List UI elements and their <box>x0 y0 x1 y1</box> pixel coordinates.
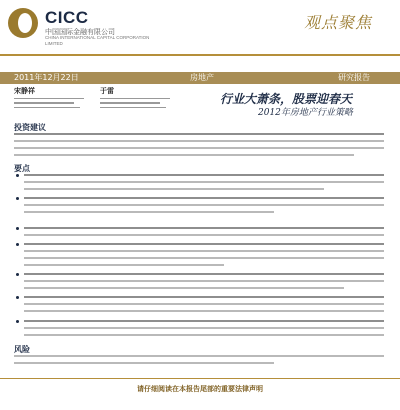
report-subtitle: 2012年房地产行业策略 <box>258 108 353 118</box>
series-title: 观点聚焦 <box>304 13 373 32</box>
analyst-name: 宋静祥 <box>14 87 35 95</box>
analyst-contact <box>100 107 166 108</box>
analyst-contact <box>100 102 160 103</box>
analyst-contact <box>100 98 170 99</box>
analyst-contact <box>14 107 80 108</box>
brand-name: CICC <box>45 8 89 27</box>
analyst-1 <box>14 88 84 108</box>
analyst-name: 于雷 <box>100 87 114 95</box>
section-heading-points: 要点 <box>14 164 30 173</box>
section-heading-summary: 投资建议 <box>14 123 46 132</box>
legal-footer: 请仔细阅读在本报告尾部的重要法律声明 <box>137 385 263 393</box>
cicc-logo <box>8 8 38 38</box>
report-date: 2011年12月22日 <box>14 73 79 82</box>
report-title: 行业大萧条，股票迎春天 <box>220 92 353 106</box>
analyst-2 <box>100 88 170 108</box>
brand-name-cn: 中国国际金融有限公司 <box>45 29 115 36</box>
report-sector: 房地产 <box>190 73 214 82</box>
brand-name-en: CHINA INTERNATIONAL CAPITAL CORPORATION LIMITED <box>45 35 150 46</box>
report-type: 研究报告 <box>338 73 370 82</box>
section-heading-risks: 风险 <box>14 345 30 354</box>
header-divider <box>0 54 400 56</box>
analyst-contact <box>14 102 74 103</box>
footer-divider <box>0 378 400 379</box>
analyst-contact <box>14 98 84 99</box>
